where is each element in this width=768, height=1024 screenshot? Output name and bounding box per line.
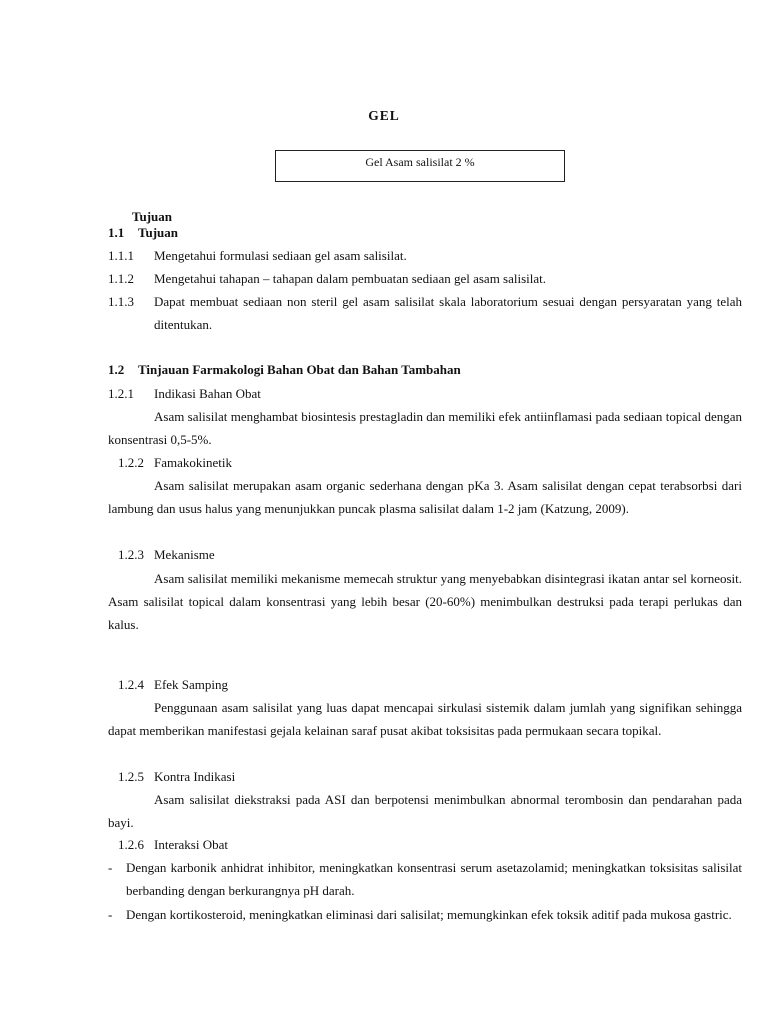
item-1-2-2-paragraph: Asam salisilat merupakan asam organic sederhana dengan pKa 3. Asam salisilat dengan cepat terabsorbsi dari lambung dan usus halus yang menunjukkan puncak plasma salisilat dalam 1-2 jam (Katzung, 2009).	[108, 478, 742, 516]
item-1-2-3-title: Mekanisme	[154, 547, 215, 562]
item-1-2-1-number: 1.2.1	[108, 386, 134, 401]
item-1-2-2-title: Famakokinetik	[154, 455, 232, 470]
item-1-2-5-number: 1.2.5	[118, 769, 144, 784]
item-1-1-3-number: 1.1.3	[108, 294, 134, 309]
item-1-1-1-text: Mengetahui formulasi sediaan gel asam salisilat.	[154, 248, 407, 263]
item-1-1-1-number: 1.1.1	[108, 248, 134, 263]
item-1-2-4-number: 1.2.4	[118, 677, 144, 692]
item-1-2-6-number: 1.2.6	[118, 837, 144, 852]
tujuan-heading-repeat: Tujuan	[132, 209, 172, 224]
section-1-2-title: Tinjauan Farmakologi Bahan Obat dan Bahan Tambahan	[138, 362, 461, 377]
section-1-1-number: 1.1	[108, 225, 125, 240]
list-item: Dengan karbonik anhidrat inhibitor, meningkatkan konsentrasi serum asetazolamid; meningkatkan toksisitas salisilat berbanding dengan berkurangnya pH darah.	[126, 860, 742, 898]
formula-box: Gel Asam salisilat 2 %	[275, 150, 565, 182]
list-item: Dengan kortikosteroid, meningkatkan eliminasi dari salisilat; memungkinkan efek toksik aditif pada mukosa gastric.	[126, 907, 732, 922]
item-1-2-5-title: Kontra Indikasi	[154, 769, 236, 784]
item-1-2-4-title: Efek Samping	[154, 677, 229, 692]
document-title: GEL	[368, 108, 400, 123]
bullet-dash: -	[108, 860, 113, 875]
item-1-1-2-number: 1.1.2	[108, 271, 134, 286]
bullet-dash: -	[108, 907, 113, 922]
item-1-1-2-text: Mengetahui tahapan – tahapan dalam pembuatan sediaan gel asam salisilat.	[154, 271, 547, 286]
item-1-2-4-paragraph: Penggunaan asam salisilat yang luas dapat mencapai sirkulasi sistemik dalam jumlah yang signifikan sehingga dapat memberikan manifestasi gejala kelainan saraf pusat akibat toksisitas pada permukaan secara topikal.	[108, 700, 742, 738]
item-1-2-6-title: Interaksi Obat	[154, 837, 229, 852]
item-1-2-5-paragraph: Asam salisilat diekstraksi pada ASI dan berpotensi menimbulkan abnormal terombosin dan pendarahan pada bayi.	[108, 792, 742, 830]
section-1-2-number: 1.2	[108, 362, 125, 377]
section-1-1-title: Tujuan	[138, 225, 178, 240]
item-1-2-3-number: 1.2.3	[118, 547, 144, 562]
item-1-2-2-number: 1.2.2	[118, 455, 144, 470]
item-1-2-1-paragraph: Asam salisilat menghambat biosintesis prestagladin dan memiliki efek antiinflamasi pada sediaan topical dengan konsentrasi 0,5-5%.	[108, 409, 742, 447]
item-1-2-3-paragraph: Asam salisilat memiliki mekanisme memecah struktur yang menyebabkan disintegrasi ikatan antar sel korneosit. Asam salisilat topical dalam konsentrasi yang lebih besar (20-60%) menimbulkan destruksi pada terapi perlukas dan kalus.	[108, 571, 742, 632]
item-1-2-1-title: Indikasi Bahan Obat	[154, 386, 261, 401]
item-1-1-3-text: Dapat membuat sediaan non steril gel asam salisilat skala laboratorium sesuai dengan persyaratan yang telah ditentukan.	[154, 294, 742, 332]
